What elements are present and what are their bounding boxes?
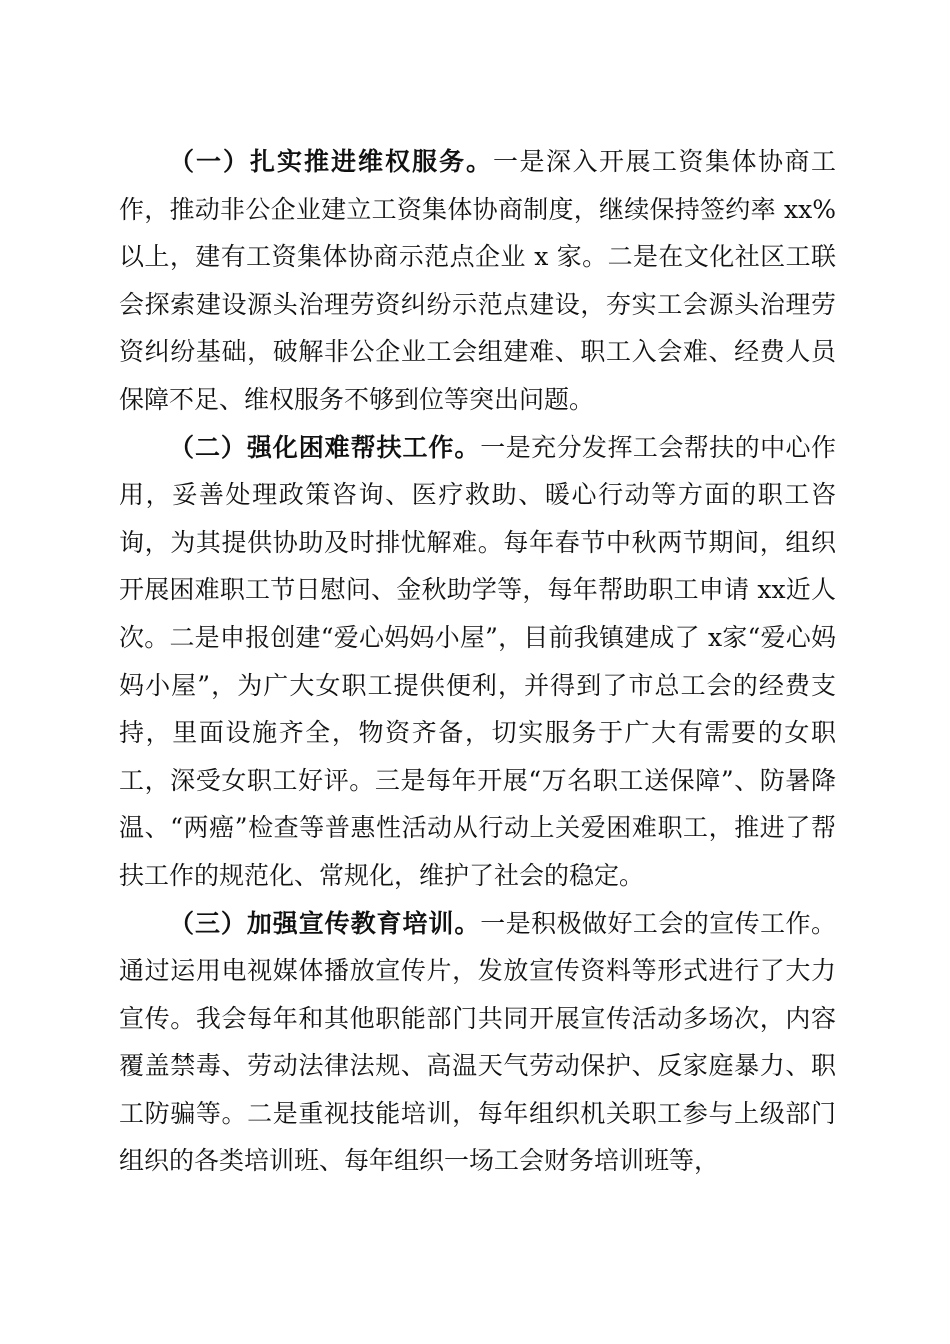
- section-heading-2: （二）强化困难帮扶工作。: [169, 432, 481, 462]
- paragraph-publicity-training: [119, 900, 836, 1186]
- document-body: [119, 138, 836, 1185]
- paragraph-hardship-assistance: [119, 424, 836, 900]
- paragraph-rights-service: [119, 138, 836, 424]
- paragraph-text-1: 一是深入开展工资集体协商工作，推动非公企业建立工资集体协商制度，继续保持签约率 xx%以上，建有工资集体协商示范点企业 x 家。二是在文化社区工联会探索建设源头治理劳资纠纷示范点建设，夯实工会源头治理劳资纠纷基础，破解非公企业工会组建难、职工入会难、经费人员保障不足、维权服务不够到位等突出问题。: [119, 147, 836, 414]
- section-heading-3: （三）加强宣传教育培训。: [169, 908, 481, 938]
- section-heading-1: （一）扎实推进维权服务。: [169, 147, 493, 176]
- paragraph-text-2: 一是充分发挥工会帮扶的中心作用，妥善处理政策咨询、医疗救助、暖心行动等方面的职工咨询，为其提供协助及时排忧解难。每年春节中秋两节期间，组织开展困难职工节日慰问、金秋助学等，每年帮助职工申请 xx近人次。二是申报创建“爱心妈妈小屋”，目前我镇建成了 x家“爱心妈妈小屋”，为广大女职工提供便利，并得到了市总工会的经费支持，里面设施齐全，物资齐备，切实服务于广大有需要的女职工，深受女职工好评。三是每年开展“万名职工送保障”、防暑降温、“两癌”检查等普惠性活动从行动上关爱困难职工，推进了帮扶工作的规范化、常规化，维护了社会的稳定。: [119, 432, 836, 890]
- paragraph-text-3: 一是积极做好工会的宣传工作。通过运用电视媒体播放宣传片，发放宣传资料等形式进行了大力宣传。我会每年和其他职能部门共同开展宣传活动多场次，内容覆盖禁毒、劳动法律法规、高温天气劳动保护、反家庭暴力、职工防骗等。二是重视技能培训，每年组织机关职工参与上级部门组织的各类培训班、每年组织一场工会财务培训班等，: [119, 908, 836, 1176]
